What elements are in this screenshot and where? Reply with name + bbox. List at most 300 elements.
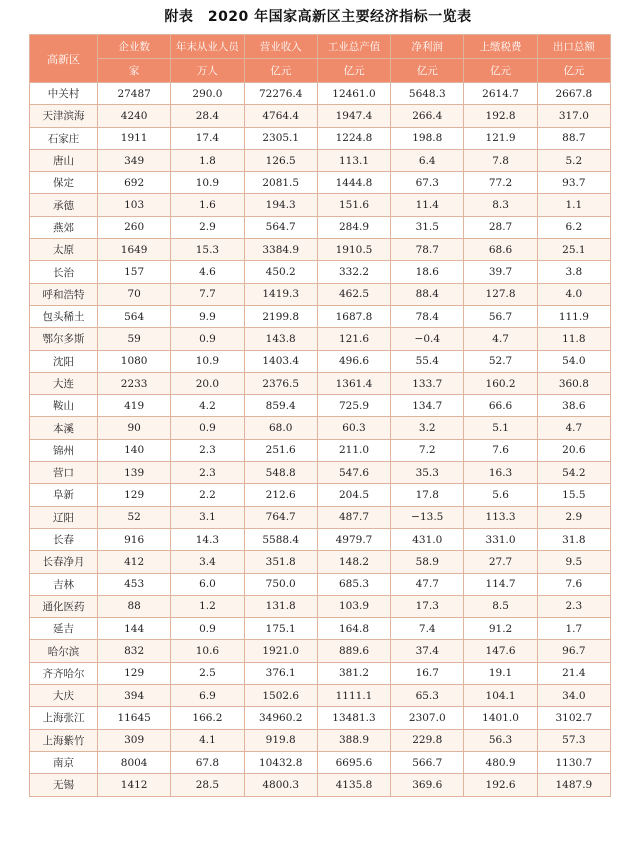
value-cell: 2.3 — [537, 595, 610, 617]
value-cell: 8.5 — [464, 595, 537, 617]
table-row — [30, 729, 611, 751]
value-cell: 10.9 — [171, 350, 244, 372]
column-header: 净利润 — [391, 35, 464, 59]
value-cell: 78.4 — [391, 305, 464, 327]
value-cell: 175.1 — [244, 618, 317, 640]
value-cell: 2.5 — [171, 662, 244, 684]
value-cell: 140 — [98, 439, 171, 461]
zone-name-cell: 呼和浩特 — [30, 283, 98, 305]
value-cell: 133.7 — [391, 372, 464, 394]
value-cell: 1444.8 — [317, 172, 390, 194]
table-body — [30, 83, 611, 797]
value-cell: 8.3 — [464, 194, 537, 216]
value-cell: 916 — [98, 528, 171, 550]
value-cell: 6695.6 — [317, 751, 390, 773]
value-cell: 27487 — [98, 83, 171, 105]
value-cell: 5.6 — [464, 484, 537, 506]
value-cell: 1487.9 — [537, 774, 610, 796]
zone-name-cell: 辽阳 — [30, 506, 98, 528]
value-cell: 2376.5 — [244, 372, 317, 394]
table-row — [30, 439, 611, 461]
value-cell: 88 — [98, 595, 171, 617]
value-cell: 11.4 — [391, 194, 464, 216]
value-cell: 564.7 — [244, 216, 317, 238]
table-header — [30, 35, 611, 83]
value-cell: 4800.3 — [244, 774, 317, 796]
column-unit: 万人 — [171, 59, 244, 83]
value-cell: 67.3 — [391, 172, 464, 194]
value-cell: 166.2 — [171, 707, 244, 729]
value-cell: 2199.8 — [244, 305, 317, 327]
value-cell: 332.2 — [317, 261, 390, 283]
page-title: 附表 2020 年国家高新区主要经济指标一览表 — [164, 9, 472, 25]
value-cell: 15.3 — [171, 239, 244, 261]
value-cell: 3384.9 — [244, 239, 317, 261]
value-cell: 1401.0 — [464, 707, 537, 729]
value-cell: 394 — [98, 685, 171, 707]
value-cell: 2307.0 — [391, 707, 464, 729]
column-unit: 亿元 — [537, 59, 610, 83]
value-cell: 369.6 — [391, 774, 464, 796]
value-cell: 121.6 — [317, 328, 390, 350]
value-cell: 28.4 — [171, 105, 244, 127]
value-cell: 487.7 — [317, 506, 390, 528]
value-cell: 6.9 — [171, 685, 244, 707]
value-cell: 725.9 — [317, 395, 390, 417]
zone-name-cell: 长春 — [30, 528, 98, 550]
zone-name-cell: 太原 — [30, 239, 98, 261]
value-cell: 381.2 — [317, 662, 390, 684]
value-cell: 68.0 — [244, 417, 317, 439]
value-cell: 20.6 — [537, 439, 610, 461]
value-cell: 1502.6 — [244, 685, 317, 707]
value-cell: 164.8 — [317, 618, 390, 640]
value-cell: 103 — [98, 194, 171, 216]
value-cell: 4.7 — [464, 328, 537, 350]
value-cell: 1224.8 — [317, 127, 390, 149]
value-cell: 54.0 — [537, 350, 610, 372]
value-cell: 0.9 — [171, 328, 244, 350]
value-cell: 59 — [98, 328, 171, 350]
value-cell: 144 — [98, 618, 171, 640]
column-header: 企业数 — [98, 35, 171, 59]
value-cell: 2.3 — [171, 439, 244, 461]
value-cell: 27.7 — [464, 551, 537, 573]
value-cell: 266.4 — [391, 105, 464, 127]
value-cell: 17.4 — [171, 127, 244, 149]
value-cell: 11645 — [98, 707, 171, 729]
value-cell: 2305.1 — [244, 127, 317, 149]
value-cell: 14.3 — [171, 528, 244, 550]
value-cell: 17.8 — [391, 484, 464, 506]
value-cell: 317.0 — [537, 105, 610, 127]
value-cell: 2667.8 — [537, 83, 610, 105]
value-cell: 21.4 — [537, 662, 610, 684]
value-cell: 147.6 — [464, 640, 537, 662]
value-cell: 52 — [98, 506, 171, 528]
column-unit: 家 — [98, 59, 171, 83]
value-cell: 96.7 — [537, 640, 610, 662]
column-unit: 亿元 — [391, 59, 464, 83]
value-cell: 2.9 — [537, 506, 610, 528]
value-cell: 4.1 — [171, 729, 244, 751]
table-row — [30, 618, 611, 640]
value-cell: 4.0 — [537, 283, 610, 305]
value-cell: 129 — [98, 484, 171, 506]
table-row — [30, 707, 611, 729]
value-cell: 121.9 — [464, 127, 537, 149]
corner-header: 高新区 — [30, 35, 98, 83]
value-cell: 194.3 — [244, 194, 317, 216]
value-cell: 56.3 — [464, 729, 537, 751]
zone-name-cell: 鞍山 — [30, 395, 98, 417]
value-cell: 480.9 — [464, 751, 537, 773]
value-cell: 548.8 — [244, 462, 317, 484]
zone-name-cell: 燕郊 — [30, 216, 98, 238]
table-row — [30, 239, 611, 261]
table-row — [30, 595, 611, 617]
value-cell: 2.2 — [171, 484, 244, 506]
value-cell: 113.1 — [317, 149, 390, 171]
table-row — [30, 774, 611, 796]
value-cell: 7.6 — [464, 439, 537, 461]
value-cell: 1649 — [98, 239, 171, 261]
zone-name-cell: 鄂尔多斯 — [30, 328, 98, 350]
value-cell: 1.8 — [171, 149, 244, 171]
value-cell: 37.4 — [391, 640, 464, 662]
table-row — [30, 105, 611, 127]
value-cell: 160.2 — [464, 372, 537, 394]
zone-name-cell: 大连 — [30, 372, 98, 394]
value-cell: 3.4 — [171, 551, 244, 573]
table-row — [30, 462, 611, 484]
zone-name-cell: 无锡 — [30, 774, 98, 796]
value-cell: 7.4 — [391, 618, 464, 640]
zone-name-cell: 沈阳 — [30, 350, 98, 372]
value-cell: 2.3 — [171, 462, 244, 484]
value-cell: 60.3 — [317, 417, 390, 439]
value-cell: 1921.0 — [244, 640, 317, 662]
table-row — [30, 528, 611, 550]
value-cell: 12461.0 — [317, 83, 390, 105]
value-cell: 1130.7 — [537, 751, 610, 773]
value-cell: 453 — [98, 573, 171, 595]
zone-name-cell: 保定 — [30, 172, 98, 194]
value-cell: 4979.7 — [317, 528, 390, 550]
zone-name-cell: 吉林 — [30, 573, 98, 595]
value-cell: 1.6 — [171, 194, 244, 216]
value-cell: 229.8 — [391, 729, 464, 751]
value-cell: 143.8 — [244, 328, 317, 350]
column-unit: 亿元 — [244, 59, 317, 83]
value-cell: 309 — [98, 729, 171, 751]
value-cell: 139 — [98, 462, 171, 484]
value-cell: 1361.4 — [317, 372, 390, 394]
value-cell: 859.4 — [244, 395, 317, 417]
zone-name-cell: 上海紫竹 — [30, 729, 98, 751]
value-cell: 564 — [98, 305, 171, 327]
zone-name-cell: 通化医药 — [30, 595, 98, 617]
value-cell: 0.9 — [171, 417, 244, 439]
value-cell: 1910.5 — [317, 239, 390, 261]
value-cell: 10432.8 — [244, 751, 317, 773]
value-cell: 198.8 — [391, 127, 464, 149]
value-cell: 462.5 — [317, 283, 390, 305]
value-cell: 204.5 — [317, 484, 390, 506]
value-cell: 7.2 — [391, 439, 464, 461]
value-cell: 3.2 — [391, 417, 464, 439]
value-cell: 2.9 — [171, 216, 244, 238]
zone-name-cell: 大庆 — [30, 685, 98, 707]
value-cell: 6.4 — [391, 149, 464, 171]
value-cell: 5.2 — [537, 149, 610, 171]
table-row — [30, 573, 611, 595]
value-cell: 90 — [98, 417, 171, 439]
value-cell: 331.0 — [464, 528, 537, 550]
table-row — [30, 216, 611, 238]
value-cell: 4135.8 — [317, 774, 390, 796]
value-cell: 351.8 — [244, 551, 317, 573]
value-cell: 91.2 — [464, 618, 537, 640]
table-row — [30, 372, 611, 394]
zone-name-cell: 唐山 — [30, 149, 98, 171]
value-cell: 157 — [98, 261, 171, 283]
value-cell: 4240 — [98, 105, 171, 127]
value-cell: 566.7 — [391, 751, 464, 773]
value-cell: 72276.4 — [244, 83, 317, 105]
value-cell: 7.7 — [171, 283, 244, 305]
value-cell: 16.7 — [391, 662, 464, 684]
value-cell: 6.0 — [171, 573, 244, 595]
value-cell: 148.2 — [317, 551, 390, 573]
value-cell: 685.3 — [317, 573, 390, 595]
value-cell: 360.8 — [537, 372, 610, 394]
value-cell: 9.5 — [537, 551, 610, 573]
value-cell: 212.6 — [244, 484, 317, 506]
column-header: 营业收入 — [244, 35, 317, 59]
zone-name-cell: 南京 — [30, 751, 98, 773]
value-cell: 260 — [98, 216, 171, 238]
value-cell: 1419.3 — [244, 283, 317, 305]
value-cell: 692 — [98, 172, 171, 194]
value-cell: 4.6 — [171, 261, 244, 283]
value-cell: 34.0 — [537, 685, 610, 707]
value-cell: 9.9 — [171, 305, 244, 327]
zone-name-cell: 长春净月 — [30, 551, 98, 573]
value-cell: 68.6 — [464, 239, 537, 261]
zone-name-cell: 承德 — [30, 194, 98, 216]
zone-name-cell: 阜新 — [30, 484, 98, 506]
column-header: 工业总产值 — [317, 35, 390, 59]
value-cell: 28.5 — [171, 774, 244, 796]
value-cell: 47.7 — [391, 573, 464, 595]
value-cell: 211.0 — [317, 439, 390, 461]
column-unit: 亿元 — [317, 59, 390, 83]
value-cell: 1.2 — [171, 595, 244, 617]
value-cell: 55.4 — [391, 350, 464, 372]
value-cell: 111.9 — [537, 305, 610, 327]
value-cell: 7.8 — [464, 149, 537, 171]
zone-name-cell: 锦州 — [30, 439, 98, 461]
zone-name-cell: 中关村 — [30, 83, 98, 105]
value-cell: 131.8 — [244, 595, 317, 617]
value-cell: 13481.3 — [317, 707, 390, 729]
value-cell: 1687.8 — [317, 305, 390, 327]
value-cell: 35.3 — [391, 462, 464, 484]
header-row-names — [30, 35, 611, 59]
table-row — [30, 484, 611, 506]
value-cell: 126.5 — [244, 149, 317, 171]
value-cell: 1403.4 — [244, 350, 317, 372]
value-cell: 5.1 — [464, 417, 537, 439]
value-cell: 547.6 — [317, 462, 390, 484]
value-cell: 19.1 — [464, 662, 537, 684]
table-row — [30, 149, 611, 171]
value-cell: 39.7 — [464, 261, 537, 283]
value-cell: 28.7 — [464, 216, 537, 238]
value-cell: 4764.4 — [244, 105, 317, 127]
zone-name-cell: 延吉 — [30, 618, 98, 640]
table-row — [30, 685, 611, 707]
table-row — [30, 751, 611, 773]
value-cell: 4.2 — [171, 395, 244, 417]
value-cell: 889.6 — [317, 640, 390, 662]
table-row — [30, 506, 611, 528]
value-cell: 70 — [98, 283, 171, 305]
table-row — [30, 261, 611, 283]
value-cell: 4.7 — [537, 417, 610, 439]
value-cell: 67.8 — [171, 751, 244, 773]
table-row — [30, 395, 611, 417]
value-cell: 103.9 — [317, 595, 390, 617]
value-cell: 10.9 — [171, 172, 244, 194]
value-cell: 1911 — [98, 127, 171, 149]
zone-name-cell: 本溪 — [30, 417, 98, 439]
value-cell: 1111.1 — [317, 685, 390, 707]
value-cell: 290.0 — [171, 83, 244, 105]
value-cell: 34960.2 — [244, 707, 317, 729]
value-cell: −13.5 — [391, 506, 464, 528]
value-cell: 127.8 — [464, 283, 537, 305]
zone-name-cell: 石家庄 — [30, 127, 98, 149]
value-cell: 11.8 — [537, 328, 610, 350]
table-row — [30, 328, 611, 350]
value-cell: 1.1 — [537, 194, 610, 216]
value-cell: 151.6 — [317, 194, 390, 216]
value-cell: 3.8 — [537, 261, 610, 283]
value-cell: 0.9 — [171, 618, 244, 640]
value-cell: 2233 — [98, 372, 171, 394]
value-cell: 134.7 — [391, 395, 464, 417]
table-row — [30, 283, 611, 305]
value-cell: 17.3 — [391, 595, 464, 617]
value-cell: 3102.7 — [537, 707, 610, 729]
value-cell: 376.1 — [244, 662, 317, 684]
value-cell: 5648.3 — [391, 83, 464, 105]
value-cell: 919.8 — [244, 729, 317, 751]
value-cell: 192.8 — [464, 105, 537, 127]
value-cell: 412 — [98, 551, 171, 573]
zone-name-cell: 上海张江 — [30, 707, 98, 729]
table-row — [30, 640, 611, 662]
value-cell: 388.9 — [317, 729, 390, 751]
value-cell: 192.6 — [464, 774, 537, 796]
zone-name-cell: 营口 — [30, 462, 98, 484]
value-cell: 31.5 — [391, 216, 464, 238]
value-cell: 25.1 — [537, 239, 610, 261]
value-cell: 77.2 — [464, 172, 537, 194]
value-cell: 450.2 — [244, 261, 317, 283]
value-cell: 88.4 — [391, 283, 464, 305]
column-header: 出口总额 — [537, 35, 610, 59]
value-cell: 7.6 — [537, 573, 610, 595]
value-cell: 57.3 — [537, 729, 610, 751]
value-cell: 764.7 — [244, 506, 317, 528]
value-cell: 15.5 — [537, 484, 610, 506]
table-row — [30, 305, 611, 327]
value-cell: 349 — [98, 149, 171, 171]
value-cell: 16.3 — [464, 462, 537, 484]
value-cell: 38.6 — [537, 395, 610, 417]
table-row — [30, 172, 611, 194]
value-cell: 88.7 — [537, 127, 610, 149]
zone-name-cell: 包头稀土 — [30, 305, 98, 327]
value-cell: 78.7 — [391, 239, 464, 261]
value-cell: 58.9 — [391, 551, 464, 573]
value-cell: 129 — [98, 662, 171, 684]
value-cell: 2081.5 — [244, 172, 317, 194]
value-cell: 750.0 — [244, 573, 317, 595]
value-cell: 66.6 — [464, 395, 537, 417]
table-row — [30, 194, 611, 216]
value-cell: 5588.4 — [244, 528, 317, 550]
value-cell: 65.3 — [391, 685, 464, 707]
value-cell: −0.4 — [391, 328, 464, 350]
value-cell: 496.6 — [317, 350, 390, 372]
table-row — [30, 83, 611, 105]
column-header: 上缴税费 — [464, 35, 537, 59]
value-cell: 419 — [98, 395, 171, 417]
value-cell: 1947.4 — [317, 105, 390, 127]
value-cell: 10.6 — [171, 640, 244, 662]
value-cell: 54.2 — [537, 462, 610, 484]
value-cell: 56.7 — [464, 305, 537, 327]
value-cell: 3.1 — [171, 506, 244, 528]
zone-name-cell: 天津滨海 — [30, 105, 98, 127]
value-cell: 104.1 — [464, 685, 537, 707]
value-cell: 20.0 — [171, 372, 244, 394]
column-header: 年末从业人员 — [171, 35, 244, 59]
value-cell: 113.3 — [464, 506, 537, 528]
column-unit: 亿元 — [464, 59, 537, 83]
table-row — [30, 127, 611, 149]
value-cell: 431.0 — [391, 528, 464, 550]
data-table — [29, 34, 611, 797]
header-row-units — [30, 59, 611, 83]
value-cell: 1412 — [98, 774, 171, 796]
value-cell: 6.2 — [537, 216, 610, 238]
table-row — [30, 417, 611, 439]
zone-name-cell: 长治 — [30, 261, 98, 283]
value-cell: 114.7 — [464, 573, 537, 595]
table-row — [30, 350, 611, 372]
value-cell: 52.7 — [464, 350, 537, 372]
value-cell: 93.7 — [537, 172, 610, 194]
value-cell: 832 — [98, 640, 171, 662]
zone-name-cell: 哈尔滨 — [30, 640, 98, 662]
value-cell: 1.7 — [537, 618, 610, 640]
value-cell: 1080 — [98, 350, 171, 372]
